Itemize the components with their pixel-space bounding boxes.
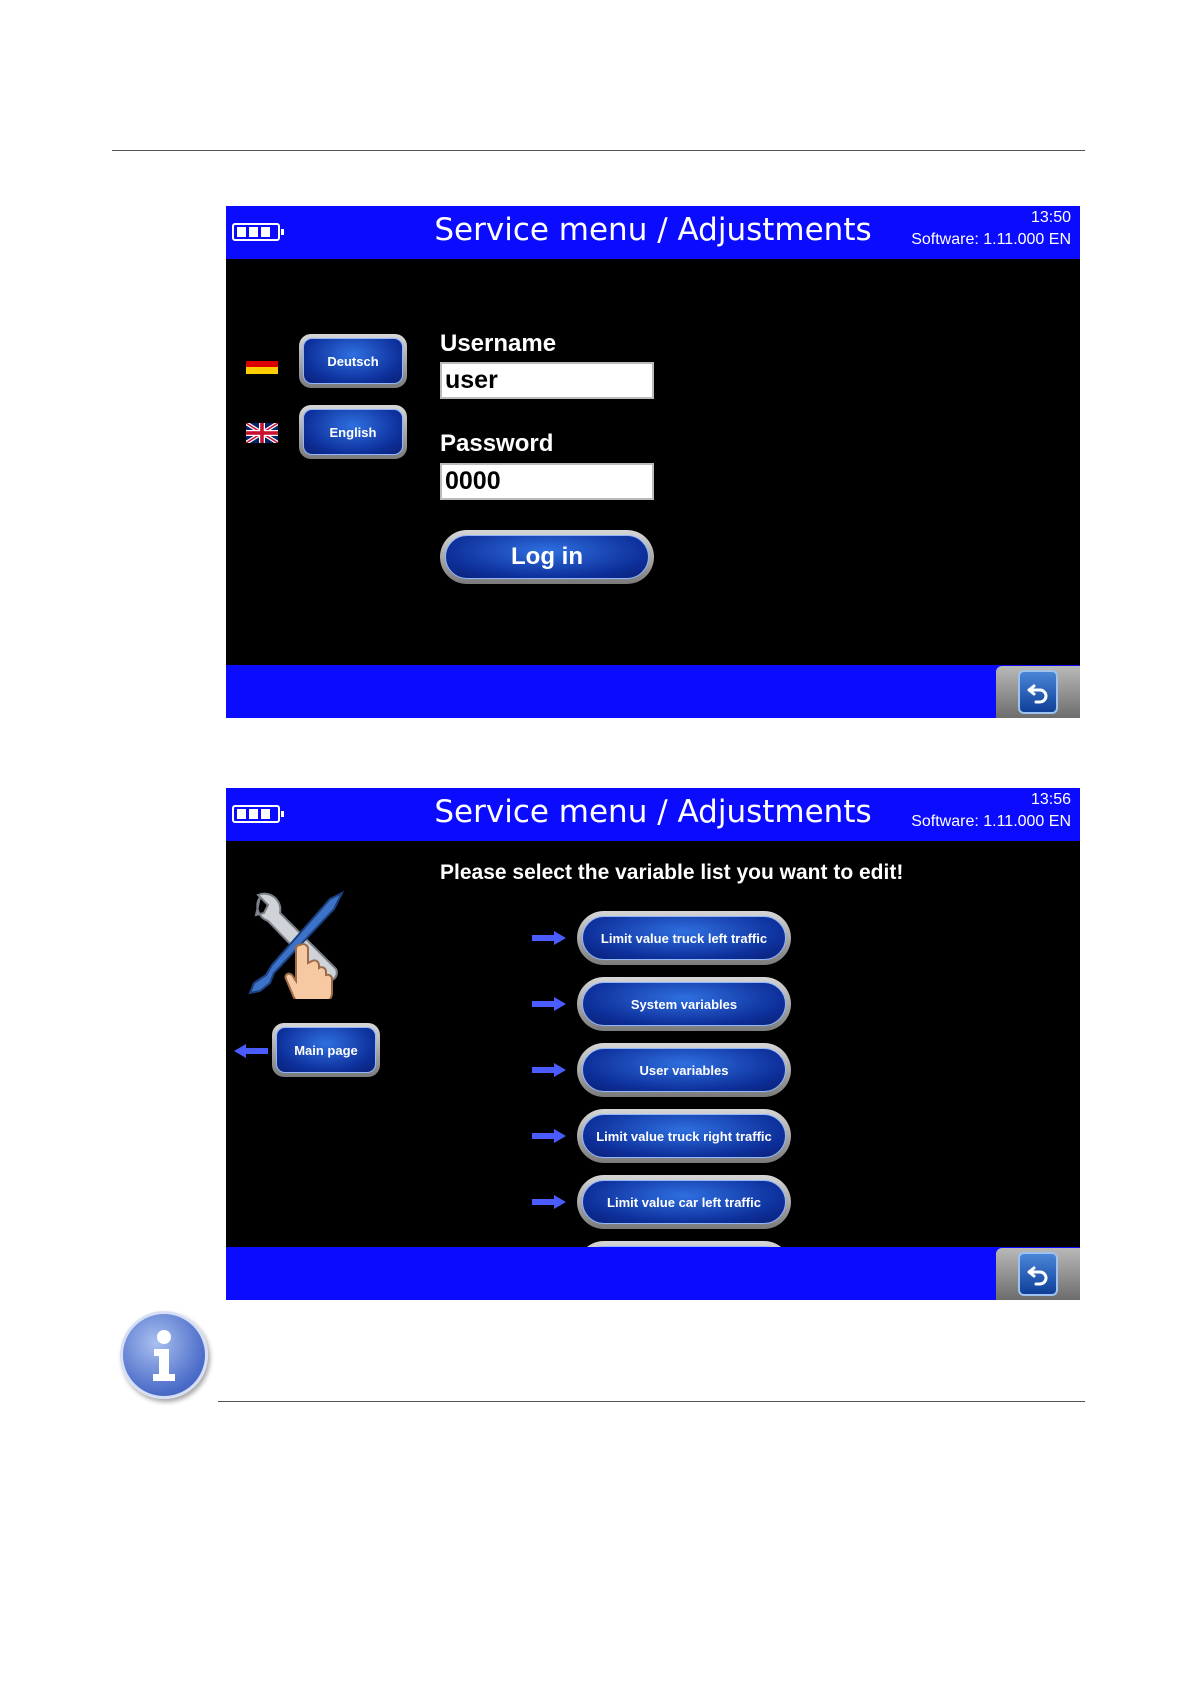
info-icon	[120, 1311, 208, 1399]
username-field[interactable]: user	[440, 362, 654, 399]
select-prompt: Please select the variable list you want to edit!	[440, 861, 904, 884]
deutsch-button[interactable]	[299, 334, 407, 388]
deutsch-button-label: Deutsch	[303, 338, 403, 384]
back-icon	[1018, 1252, 1058, 1296]
list-button-user-variables[interactable]	[577, 1043, 791, 1097]
software-version: Software: 1.11.000 EN	[911, 231, 1071, 248]
footer-bar	[226, 1247, 1080, 1300]
screen-title: Service menu / Adjustments	[434, 212, 872, 248]
top-rule	[112, 150, 1085, 151]
list-button-truck-left[interactable]	[577, 911, 791, 965]
content-area	[226, 841, 1080, 1247]
list-button-label: Limit value truck right traffic	[582, 1114, 786, 1158]
arrow-right-icon	[532, 1063, 566, 1077]
login-screen	[226, 206, 1080, 718]
login-button-label: Log in	[445, 535, 649, 579]
list-button-system-variables[interactable]	[577, 977, 791, 1031]
uk-flag-icon	[246, 423, 278, 443]
password-field[interactable]: 0000	[440, 463, 654, 500]
list-button-label: System variables	[582, 982, 786, 1026]
screen-title: Service menu / Adjustments	[434, 794, 872, 830]
variable-list-screen	[226, 788, 1080, 1300]
back-button[interactable]	[996, 1248, 1080, 1300]
password-label: Password	[440, 430, 554, 457]
english-button[interactable]	[299, 405, 407, 459]
username-label: Username	[440, 330, 557, 357]
tools-icon	[242, 887, 350, 999]
list-button-label: Limit value truck left traffic	[582, 916, 786, 960]
footer-bar	[226, 665, 1080, 718]
list-button-truck-right[interactable]	[577, 1109, 791, 1163]
main-page-button-label: Main page	[276, 1027, 376, 1073]
arrow-left-icon	[234, 1044, 268, 1058]
bottom-rule	[218, 1401, 1085, 1402]
back-button[interactable]	[996, 666, 1080, 718]
arrow-right-icon	[532, 1129, 566, 1143]
list-button-label: Limit value car left traffic	[582, 1180, 786, 1224]
software-version: Software: 1.11.000 EN	[911, 813, 1071, 830]
arrow-right-icon	[532, 1195, 566, 1209]
list-button-label: User variables	[582, 1048, 786, 1092]
arrow-right-icon	[532, 997, 566, 1011]
header-bar	[226, 788, 1080, 841]
list-button-car-left[interactable]	[577, 1175, 791, 1229]
clock: 13:50	[1030, 209, 1071, 226]
main-page-button[interactable]	[272, 1023, 380, 1077]
arrow-right-icon	[532, 931, 566, 945]
header-bar	[226, 206, 1080, 259]
english-button-label: English	[303, 409, 403, 455]
back-icon	[1018, 670, 1058, 714]
german-flag-icon	[246, 354, 278, 374]
clock: 13:56	[1030, 791, 1071, 808]
login-button[interactable]	[440, 530, 654, 584]
